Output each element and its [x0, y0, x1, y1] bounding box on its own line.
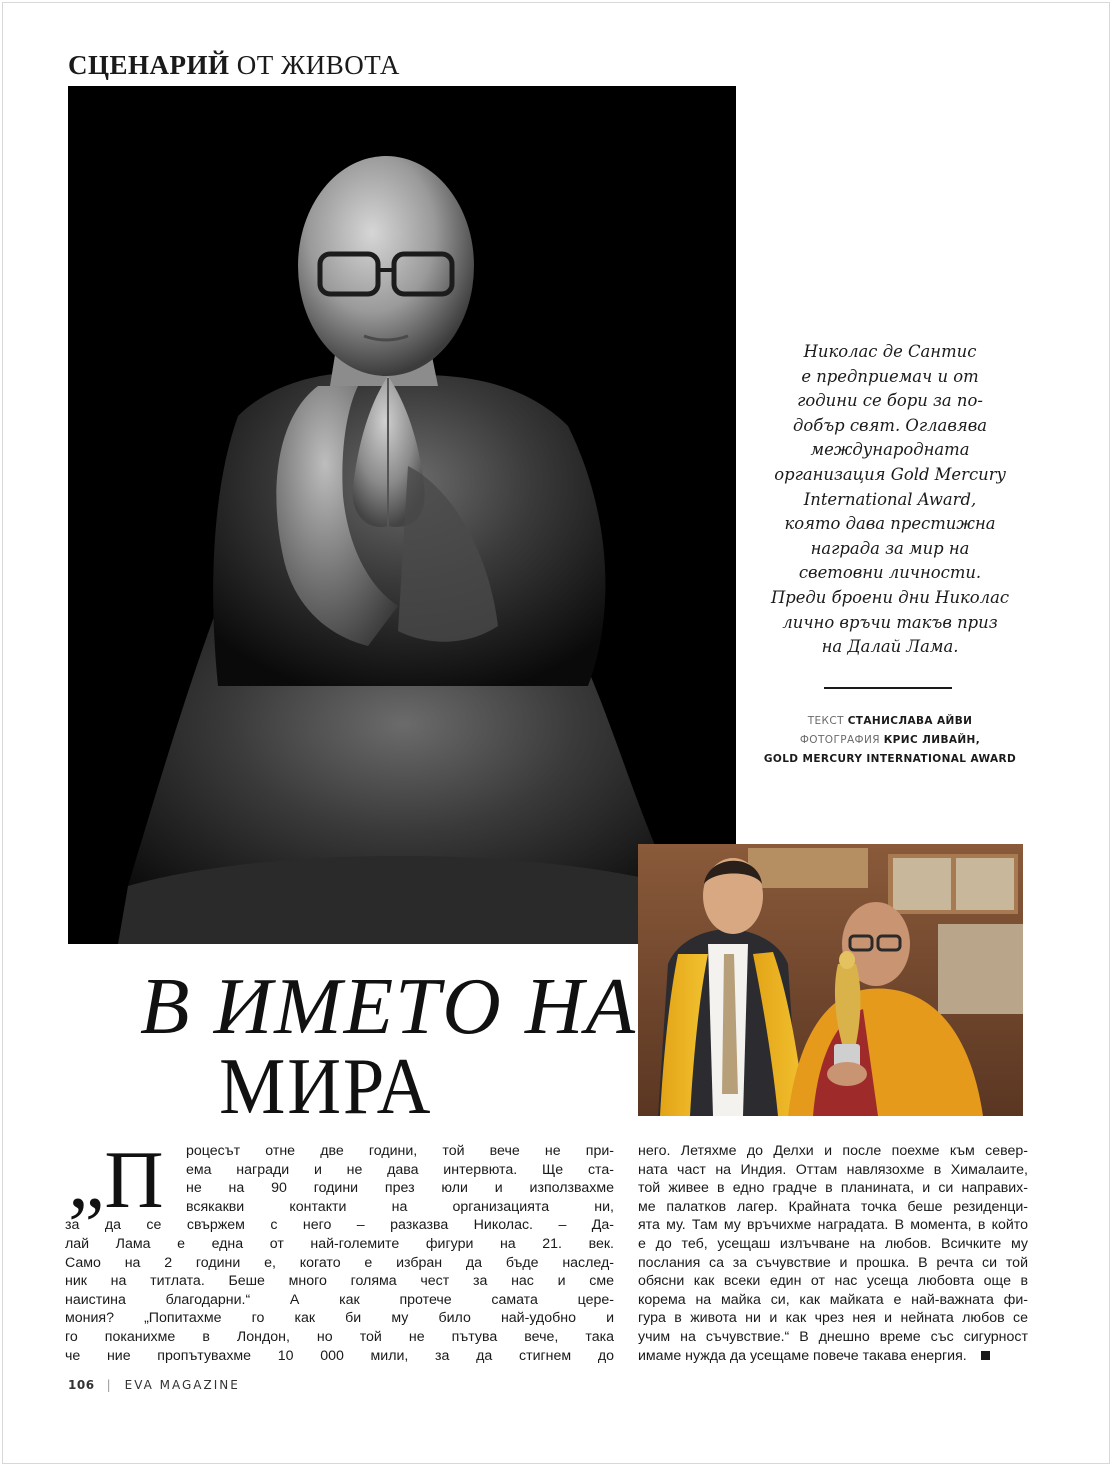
intro-line: която дава престижна [784, 514, 996, 534]
body-line: Само на 2 години е, когато е избран да бъде наслед- [65, 1254, 614, 1271]
body-line: учим на съчувствие.“ В днешно време със сигурност [638, 1328, 1028, 1345]
body-line: обясни как всеки един от нас усеща любовта още в [638, 1273, 1028, 1290]
body-line: корема на майка си, как майката е най-важната фи- [638, 1291, 1028, 1308]
body-line-last [638, 1347, 1028, 1366]
text-credit-name: СТАНИСЛАВА АЙВИ [847, 715, 973, 727]
intro-line: добър свят. Оглавява [792, 415, 988, 435]
intro-line: международната [810, 440, 970, 460]
intro-line: Николас де Сантис [803, 342, 977, 361]
body-line: наистина благодарни.“ А как протече самата цере- [65, 1291, 614, 1308]
body-line: послания са за съчувствие и прошка. В речта си той [638, 1254, 1028, 1271]
credits [740, 712, 1040, 769]
portrait-illustration [68, 86, 736, 944]
magazine-name: EVA MAGAZINE [124, 1378, 240, 1392]
article-column-left [65, 1142, 614, 1365]
article-headline [140, 961, 637, 1131]
end-mark-icon [981, 1351, 990, 1360]
intro-line: Преди броени дни Николас [770, 587, 1010, 607]
photo-credit-label: ФОТОГРАФИЯ [799, 734, 880, 746]
intro-line: на Далай Лама. [821, 637, 959, 657]
intro-divider [824, 687, 952, 689]
page-number: 106 [68, 1378, 95, 1392]
photo-credit [740, 731, 1040, 750]
body-line: всякакви контакти на организацията ни, [186, 1198, 614, 1215]
body-line: ме палатков лагер. Крайната точка беше резиденци- [638, 1198, 1028, 1215]
body-line-last-text: имаме нужда да усещаме повече такава енергия. [638, 1347, 967, 1364]
headline-line-2: МИРА [219, 1041, 433, 1131]
section-title-thin: ОТ ЖИВОТА [236, 50, 400, 80]
body-line: не на 90 години през юли и използвахме [186, 1180, 614, 1197]
ceremony-illustration [638, 844, 1023, 1116]
intro-paragraph [760, 340, 1020, 660]
article-column-right [638, 1142, 1028, 1365]
intro-line: организация Gold Mercury [774, 464, 1006, 484]
text-credit [740, 712, 1040, 731]
photo-credit-org: GOLD MERCURY INTERNATIONAL AWARD [763, 753, 1017, 765]
photo-credit-org-row [740, 750, 1040, 769]
body-line: ята му. Там му връчихме наградата. В момента, в който [638, 1217, 1028, 1234]
intro-line: световни личности. [798, 563, 982, 583]
intro-line: години се бори за по- [797, 391, 983, 411]
body-line: ната част на Индия. Оттам навлязохме в Хималаите, [638, 1161, 1028, 1178]
drop-cap: „П [68, 1134, 164, 1225]
intro-line: е предприемач и от [801, 366, 979, 386]
headline-line-1: В ИМЕТО НА [140, 961, 637, 1051]
intro-line: награда за мир на [810, 538, 970, 558]
body-line: го поканихме в Лондон, но той не пътува вече, така [65, 1328, 614, 1345]
body-line: за да се свържем с него – разказва Николас. – Да- [65, 1217, 614, 1234]
body-line: той живее в едно градче в планината, и си направих- [638, 1180, 1028, 1197]
intro-line: International Award, [803, 489, 977, 509]
section-header [68, 50, 400, 81]
photo-credit-name: КРИС ЛИВАЙН, [883, 734, 981, 746]
body-line: мония? „Попитахме го как би му било най-удобно и [65, 1310, 614, 1327]
body-line: ник на титлата. Беше много голяма чест за нас и сме [65, 1273, 614, 1290]
page-footer [68, 1378, 240, 1392]
body-line: лай Лама е една от най-големите фигури на 21. век. [65, 1235, 614, 1252]
body-line: че ние пропътувахме 10 000 мили, за да стигнем до [65, 1347, 614, 1364]
body-line: роцесът отне две години, той вече не при- [186, 1143, 614, 1159]
intro-line: лично връчи такъв приз [782, 612, 998, 632]
footer-separator: | [106, 1378, 113, 1392]
section-title-bold: СЦЕНАРИЙ [68, 50, 230, 80]
award-ceremony-photo [638, 844, 1023, 1116]
body-line: гура в живота ни и как чрез нея и нейната любов се [638, 1310, 1028, 1327]
main-portrait-photo [68, 86, 736, 944]
body-line: е до теб, усещаш излъчване на любов. Всичките му [638, 1235, 1028, 1252]
text-credit-label: ТЕКСТ [807, 715, 844, 727]
body-line: ема награди и не дава интервюта. Ще ста- [186, 1161, 614, 1178]
body-line: него. Летяхме до Делхи и после поехме към север- [638, 1143, 1028, 1159]
